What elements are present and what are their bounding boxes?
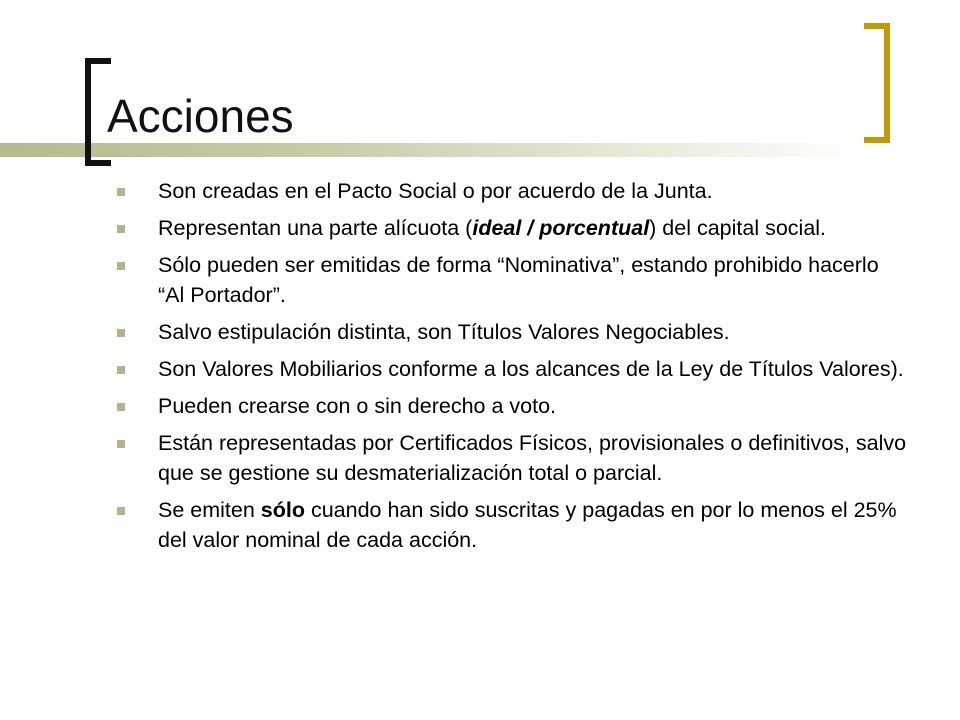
bullet-item [117,354,907,384]
bullet-square-icon [117,366,125,374]
bullet-square-icon [117,262,125,270]
right-bracket-decoration [864,23,890,143]
bullet-item [117,213,907,243]
bullet-item [117,176,907,206]
bullet-item [117,391,907,421]
bullet-emphasis: ideal / porcentual [472,216,650,240]
bullet-text: Son creadas en el Pacto Social o por acuerdo de la Junta. [158,179,713,203]
bullet-text: Pueden crearse con o sin derecho a voto. [158,394,557,418]
bullet-square-icon [117,440,125,448]
bullet-square-icon [117,403,125,411]
bullet-square-icon [117,507,125,515]
bullet-text-pre: Se emiten [158,498,261,522]
bullet-text: Son Valores Mobiliarios conforme a los alcances de la Ley de Títulos Valores). [158,357,904,381]
bullet-text-post: ) del capital social. [649,216,827,240]
bullet-text-pre: Representan una parte alícuota ( [158,216,473,240]
bullet-item [117,428,907,488]
bullet-item [117,250,907,310]
bullet-square-icon [117,329,125,337]
slide-title: Acciones [107,90,294,142]
bullet-item [117,317,907,347]
bullet-square-icon [117,225,125,233]
bullet-text-post: cuando han sido suscritas y pagadas en por lo menos el 25% del valor nominal de cada acción. [158,498,897,552]
title-underline-gradient [0,143,860,157]
bullet-emphasis: sólo [260,498,305,522]
bullet-list [117,176,907,562]
bullet-text: Salvo estipulación distinta, son Títulos Valores Negociables. [158,320,730,344]
bullet-text: Están representadas por Certificados Físicos, provisionales o definitivos, salvo que se gestione su desmaterialización total o parcial. [158,431,907,485]
bullet-text: Sólo pueden ser emitidas de forma “Nominativa”, estando prohibido hacerlo “Al Portador”. [158,253,879,307]
bullet-square-icon [117,188,125,196]
bullet-item [117,495,907,555]
